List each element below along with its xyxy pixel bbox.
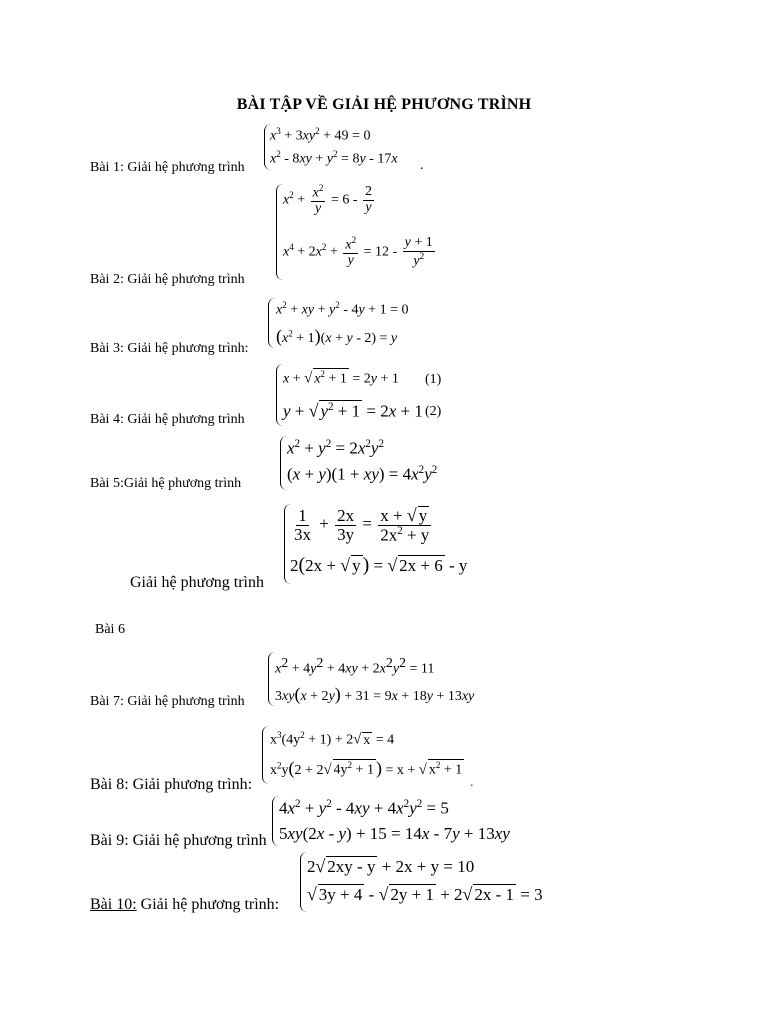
- problem-7-label: Bài 7: Giải hệ phương trình: [90, 694, 245, 709]
- equation-4b: y + √ $y^2 + 1 = 2x + 1$: [283, 400, 423, 421]
- equation-3b: $(x^2 + 1)(x + y - 2) = y$: [276, 326, 398, 346]
- system-brace: [300, 852, 307, 912]
- equation-tag-2: (2): [425, 404, 442, 419]
- equation-6a: $\frac{1}{3x}$ + $\frac{2x}{3y}$ = $\frac{x + √ y}{2x^2 + y}$: [294, 505, 430, 545]
- problem-1-label: Bài 1: Giải hệ phương trình: [90, 160, 245, 175]
- trailing-dot: .: [470, 775, 474, 790]
- problem-2-label: Bài 2: Giải hệ phương trình: [90, 272, 245, 287]
- equation-5a: $x^2 + y^2 = 2x^2y^2$: [287, 438, 384, 458]
- problem-9-label: Bài 9: Giải hệ phương trình: [90, 832, 267, 849]
- equation-3a: $x^2$ + xy + $y^2 - 4y + 1 = 0$: [276, 300, 409, 318]
- equation-9a: $4x^2 + y^2 - 4xy + 4x^2y^2 = 5$: [279, 798, 449, 818]
- equation-8a: $x^3(4y^2 + 1) + 2√$ x = 4: [270, 730, 395, 748]
- problem-8-label: Bài 8: Giải phương trình:: [90, 776, 253, 793]
- equation-10b: √ 3y + 4 - √ 2y + 1 + 2√ 2x - 1 = 3: [307, 884, 543, 904]
- system-brace: [268, 652, 275, 706]
- equation-7a: $x^2 + 4y^2 + 4xy + 2x^2y^2 = 11$: [275, 656, 435, 677]
- equation-7b: 3xy(x + 2y) + 31 = 9x + 18y + 13xy: [275, 684, 475, 704]
- system-brace: [276, 184, 283, 280]
- system-brace: [272, 796, 279, 846]
- equation-1b: $x^2 - 8xy + y^2 = 8y - 17x$: [270, 149, 398, 167]
- equation-8b: $x^2y(2 + 2√$ $4y^2 + 1$ ) = x + √ $x^2 + 1$: [270, 758, 463, 778]
- problem-4-label: Bài 4: Giải hệ phương trình: [90, 412, 245, 427]
- equation-10a: 2√ 2xy - y + 2x + y = 10: [307, 856, 475, 876]
- system-brace: [268, 298, 275, 348]
- page-title: BÀI TẬP VỀ GIẢI HỆ PHƯƠNG TRÌNH: [236, 96, 532, 113]
- equation-1a: $x^3 + 3xy^2 + 49 = 0$: [270, 126, 371, 144]
- problem-10-text: Giải hệ phương trình:: [136, 896, 280, 913]
- problem-5-label: Bài 5:Giải hệ phương trình: [90, 476, 242, 491]
- problem-3-label: Bài 3: Giải hệ phương trình:: [90, 341, 249, 356]
- equation-2a: $x^2$ + $\frac{x^2}{y}$ = 6 - $\frac{2}{y}$: [283, 183, 372, 217]
- problem-10-label: [90, 896, 279, 914]
- equation-tag-1: (1): [425, 372, 442, 387]
- equation-9b: 5xy(2x - y) + 15 = 14x - 7y + 13xy: [279, 824, 510, 843]
- problem-10-number: Bài 10:: [90, 896, 137, 913]
- equation-6b: 2(2x + √ y ) = √ 2x + 6 - y: [290, 554, 468, 576]
- system-brace: [280, 436, 287, 490]
- system-brace: [276, 364, 283, 426]
- equation-4a: x + √ $x^2 + 1 = 2y + 1$: [283, 369, 399, 387]
- system-label: Giải hệ phương trình: [130, 574, 264, 591]
- equation-2b: $x^4 + 2x^2$ + $\frac{x^2}{y}$ = 12 - $\frac{y + 1}{y^2}$: [283, 235, 433, 269]
- trailing-dot: .: [420, 158, 424, 173]
- system-brace: [262, 726, 269, 784]
- problem-6-label: Bài 6: [95, 622, 125, 637]
- equation-5b: $(x + y)(1 + xy) = 4x^2y^2$: [287, 464, 438, 484]
